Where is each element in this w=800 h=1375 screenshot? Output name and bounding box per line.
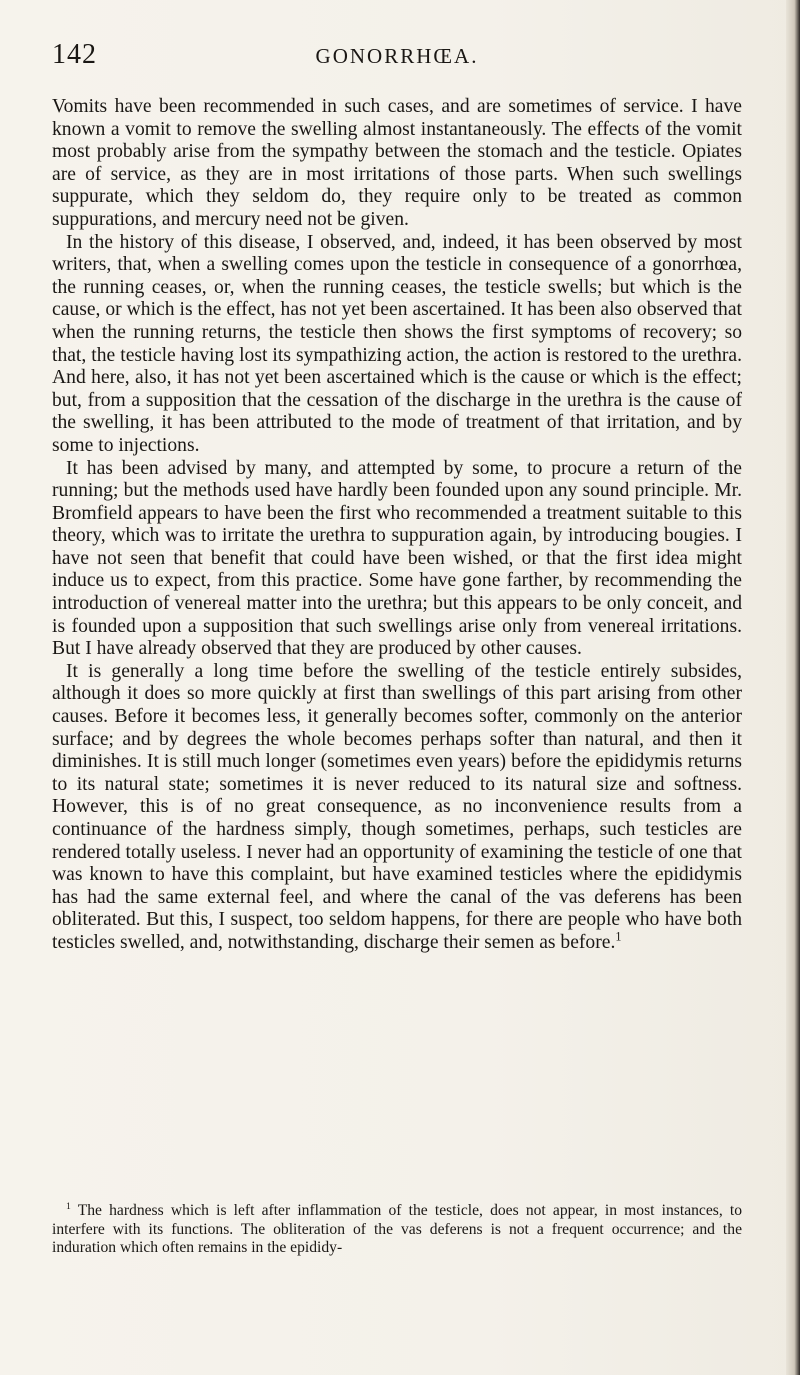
footnote-text-block xyxy=(52,1202,742,1258)
paragraph-text: It is generally a long time before the swelling of the testicle entirely subsides, although it does so more quickly at first than swellings of this part arising from other causes. Before it becomes less, it generally becomes softer, commonly on the anterior surface; and by degrees the whole becomes perhaps softer than natural, and then it diminishes. It is still much longer (sometimes even years) before the epididymis returns to its natural state; sometimes it is never reduced to its natural size and softness. However, this is of no great consequence, as no inconvenience results from a continuance of the hardness simply, though sometimes, perhaps, such testicles are rendered totally useless. I never had an opportunity of examining the testicle of one that was known to have this complaint, but have examined testicles where the epididymis has had the same external feel, and where the canal of the vas deferens has been obliterated. But this, I suspect, too seldom happens, for there are people who have both testicles swelled, and, notwithstanding, discharge their semen as before. xyxy=(52,660,742,953)
page-header xyxy=(52,38,742,78)
paragraph: In the history of this disease, I observed, and, indeed, it has been observed by most writers, that, when a swelling comes upon the testicle in consequence of a gonorrhœa, the running ceases, or, when the running ceases, the testicle swells; but which is the cause, or which is the effect, has not yet been ascertained. It has been also observed that when the running returns, the testicle then shows the first symptoms of recovery; so that, the testicle having lost its sympathizing action, the action is restored to the urethra. And here, also, it has not yet been ascertained which is the cause or which is the effect; but, from a supposition that the cessation of the discharge in the urethra is the cause of the swelling, it has been attributed to the mode of treatment of that irritation, and by some to injections. xyxy=(52,231,742,456)
footnote-text: The hardness which is left after inflammation of the testicle, does not appear, in most instances, to interfere with its functions. The obliteration of the vas deferens is not a frequent occurrence; and the induration which often remains in the epididy- xyxy=(52,1202,743,1256)
paragraph xyxy=(52,661,742,955)
footnote-reference: 1 xyxy=(615,929,622,944)
paragraph: Vomits have been recommended in such cases, and are sometimes of service. I have known a vomit to remove the swelling almost instantaneously. The effects of the vomit most probably arise from the sympathy between the stomach and the testicle. Opiates are of service, as they are in most irritations of those parts. When such swellings suppurate, which they seldom do, they require only to be treated as common suppurations, and mercury need not be given. xyxy=(52,96,742,230)
paragraph: It has been advised by many, and attempted by some, to procure a return of the running; but the methods used have hardly been founded upon any sound principle. Mr. Bromfield appears to have been the first who recommended a treatment suitable to this theory, which was to irritate the urethra to suppuration again, by introducing bougies. I have not seen that benefit that could have been wished, or that the first idea might induce us to expect, from this practice. Some have gone farther, by recommending the introduction of venereal matter into the urethra; but this appears to be only conceit, and is founded upon a supposition that such swellings arise only from venereal irritations. But I have already observed that they are produced by other causes. xyxy=(52,457,742,660)
page-number: 142 xyxy=(52,39,97,70)
running-head: GONORRHŒA. xyxy=(315,44,479,68)
page-edge-shadow xyxy=(786,0,800,1375)
footnote xyxy=(52,1202,742,1258)
footnote-marker: 1 xyxy=(66,1200,71,1212)
body-text xyxy=(52,96,742,955)
